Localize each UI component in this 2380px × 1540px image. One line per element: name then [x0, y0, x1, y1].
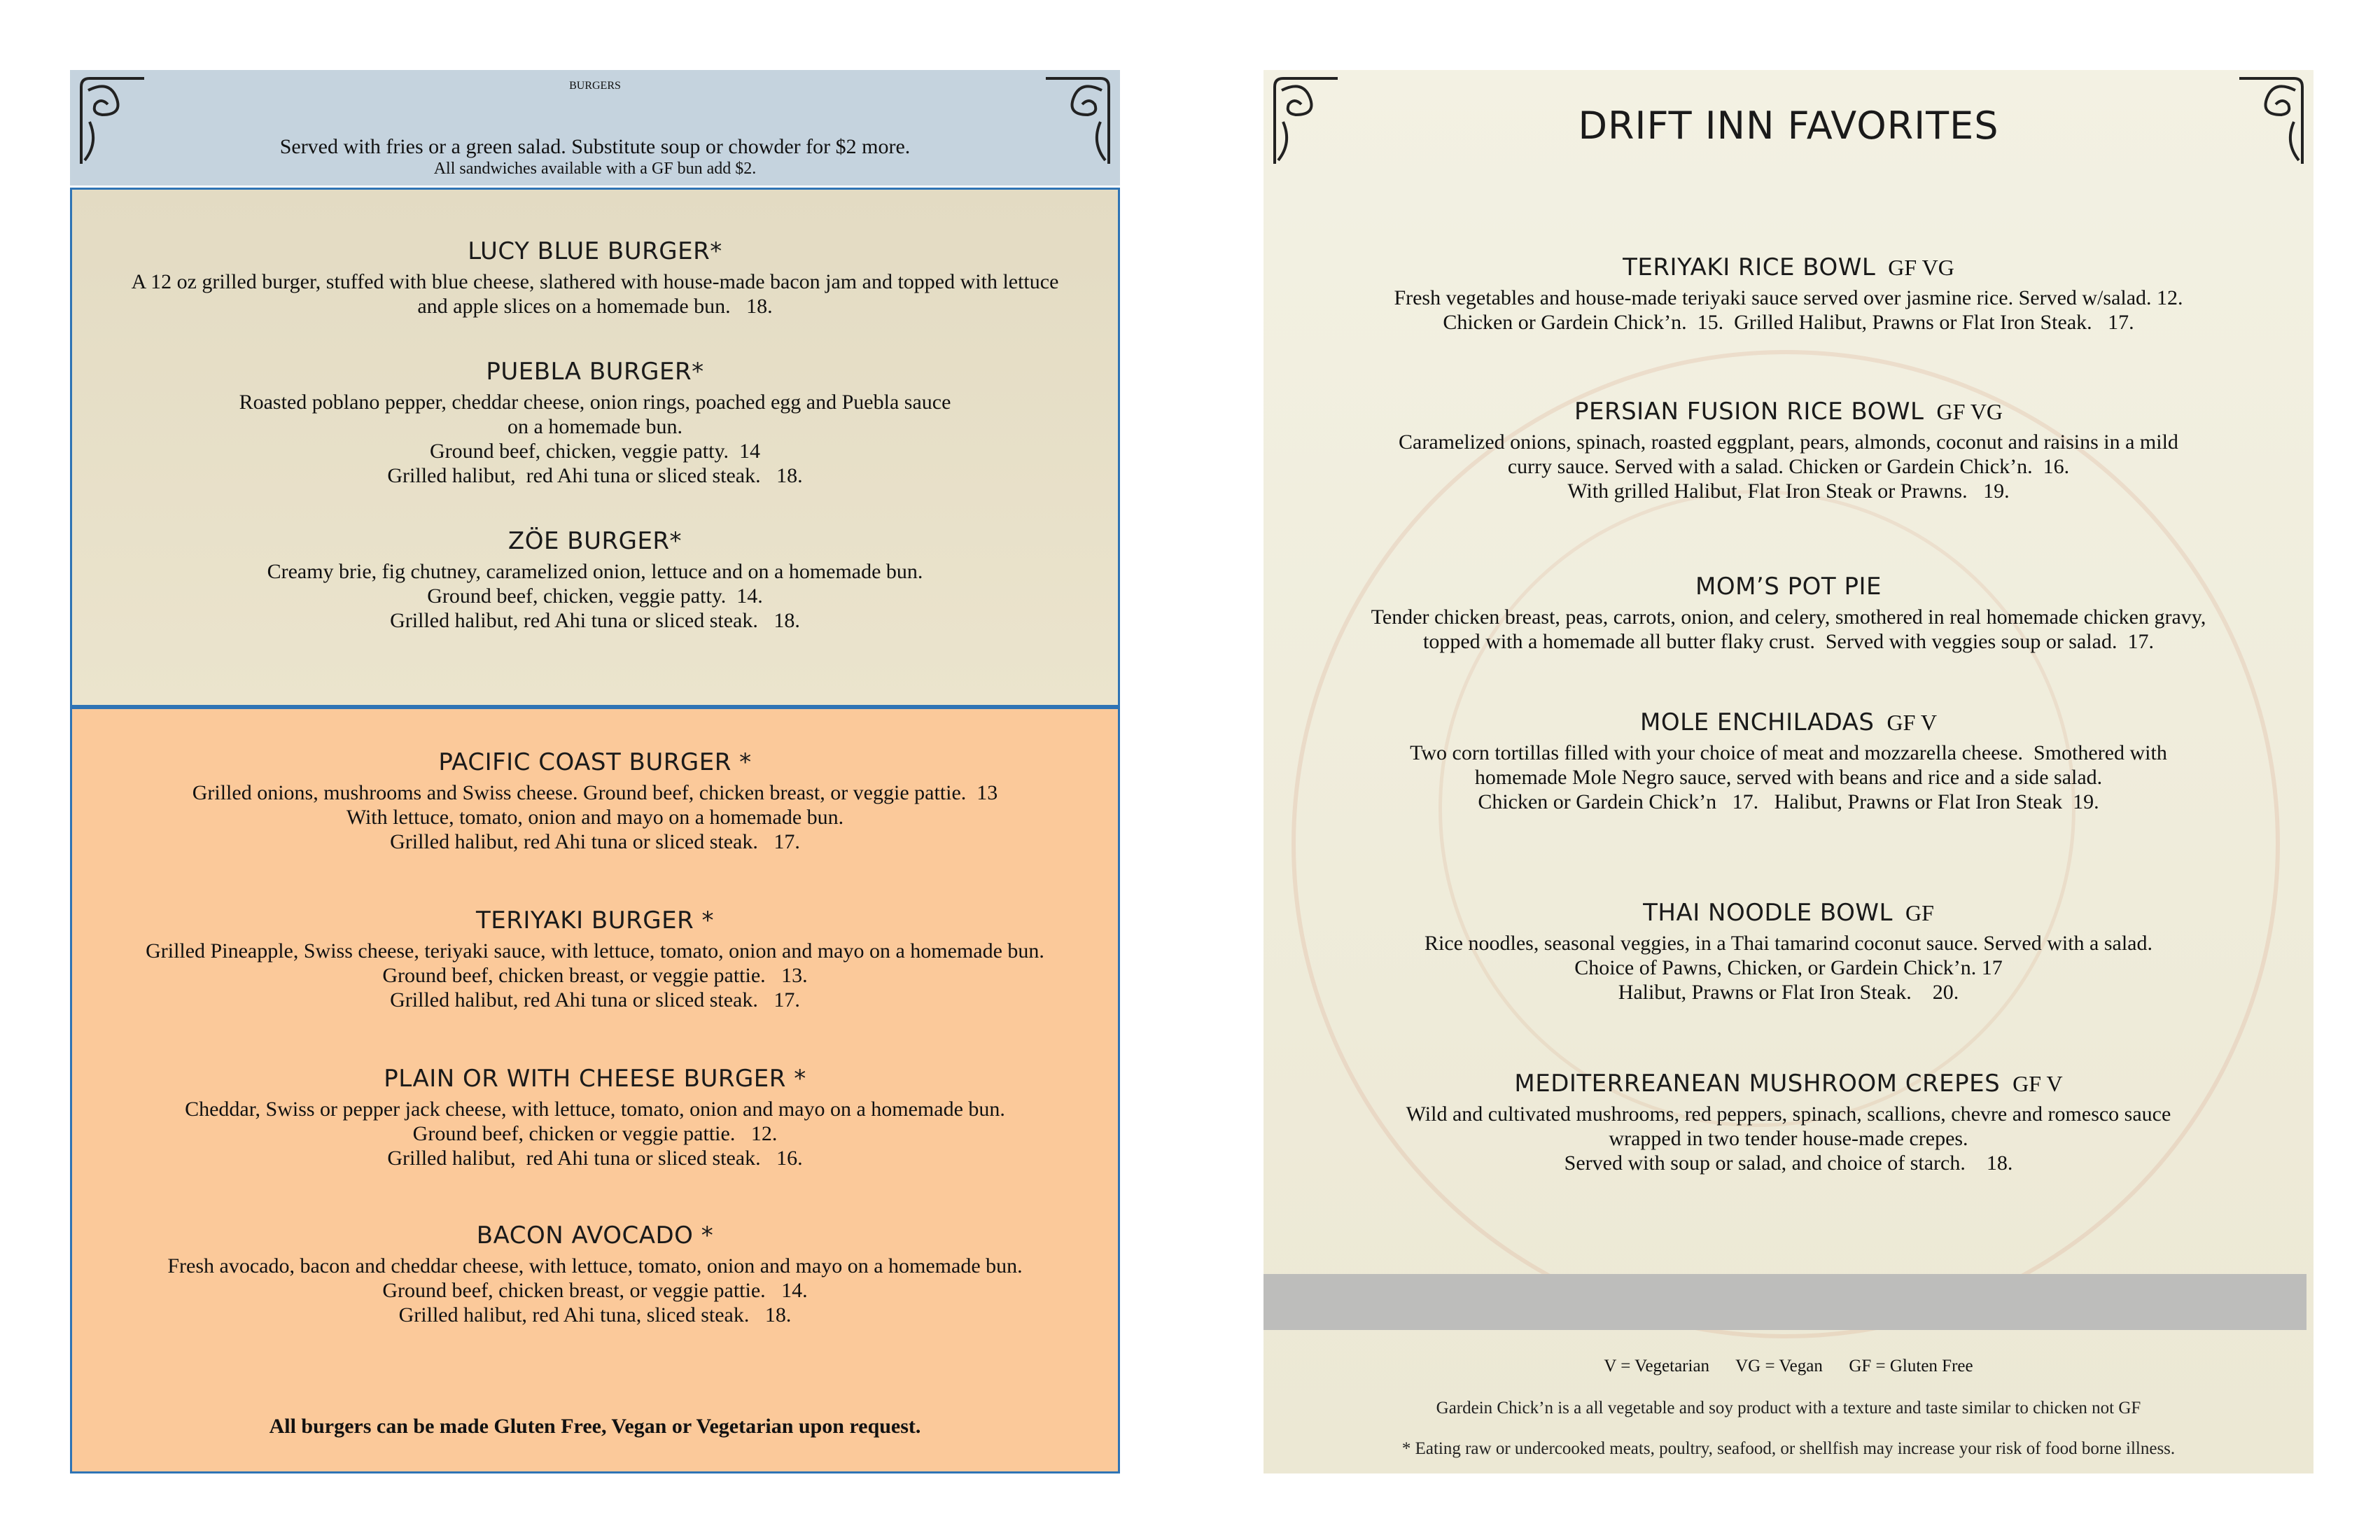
menu-item-heading — [1264, 573, 2314, 601]
favorites-panel — [1264, 70, 2314, 1474]
menu-item-name: MOLE ENCHILADAS — [1640, 708, 1875, 736]
menu-item-tags: GF V — [1886, 710, 1937, 735]
menu-item — [72, 358, 1118, 488]
menu-item — [1264, 398, 2314, 503]
menu-item-description: topped with a homemade all butter flaky crust. Served with veggies soup or salad. 17. — [1423, 630, 2154, 653]
gardein-note: Gardein Chick’n is a all vegetable and soy product with a texture and taste similar to chicken not GF — [1436, 1399, 2141, 1418]
menu-item-name: PACIFIC COAST BURGER * — [438, 748, 752, 776]
menu-item — [1264, 573, 2314, 654]
menu-item — [72, 906, 1118, 1012]
menu-item-heading — [1264, 1070, 2314, 1098]
menu-item-description: Rice noodles, seasonal veggies, in a Thai tamarind coconut sauce. Served with a salad. — [1424, 932, 2152, 955]
menu-item-tags: GF VG — [1936, 399, 2003, 424]
menu-item-name: TERIYAKI RICE BOWL — [1623, 253, 1876, 281]
menu-item-description: on a homemade bun. — [507, 415, 682, 438]
menu-item-description: Roasted poblano pepper, cheddar cheese, onion rings, poached egg and Puebla sauce — [239, 391, 951, 414]
menu-item-description: homemade Mole Negro sauce, served with beans and rice and a side salad. — [1474, 766, 2103, 789]
menu-item-description: Fresh vegetables and house-made teriyaki sauce served over jasmine rice. Served w/salad. 12. — [1394, 286, 2183, 309]
menu-item-description: Chicken or Gardein Chick’n 17. Halibut, Prawns or Flat Iron Steak 19. — [1478, 790, 2099, 813]
menu-item-name: BACON AVOCADO * — [476, 1222, 714, 1250]
menu-item-heading — [72, 237, 1118, 265]
menu-item-description: curry sauce. Served with a salad. Chicken or Gardein Chick’n. 16. — [1507, 455, 2070, 478]
menu-item-description: With lettuce, tomato, onion and mayo on a homemade bun. — [346, 806, 844, 829]
menu-item-name: MEDITERREANEAN MUSHROOM CREPES — [1514, 1070, 2001, 1098]
menu-item-name: LUCY BLUE BURGER* — [468, 237, 722, 265]
burgers-subnote: All sandwiches available with a GF bun add $2. — [433, 160, 757, 178]
menu-item-description: Two corn tortillas filled with your choice of meat and mozzarella cheese. Smothered with — [1410, 741, 2167, 764]
menu-item-description: Caramelized onions, spinach, roasted eggplant, pears, almonds, coconut and raisins in a mild — [1399, 430, 2178, 454]
menu-item-description: Grilled halibut, red Ahi tuna or sliced steak. 17. — [390, 830, 800, 853]
menu-item-heading — [72, 358, 1118, 386]
menu-item-heading — [72, 748, 1118, 776]
gray-bar — [1264, 1274, 2306, 1330]
menu-item-tags: GF — [1905, 900, 1934, 925]
menu-item-description: Ground beef, chicken or veggie pattie. 12. — [412, 1122, 778, 1145]
menu-item-name: THAI NOODLE BOWL — [1643, 899, 1893, 927]
menu-item-description: Creamy brie, fig chutney, caramelized onion, lettuce and on a homemade bun. — [267, 560, 923, 583]
menu-item — [72, 1222, 1118, 1327]
menu-item-tags: GF VG — [1888, 255, 1954, 280]
menu-item-description: Chicken or Gardein Chick’n. 15. Grilled Halibut, Prawns or Flat Iron Steak. 17. — [1443, 311, 2134, 334]
burgers-header — [70, 70, 1120, 186]
menu-item-description: Wild and cultivated mushrooms, red peppers, spinach, scallions, chevre and romesco sauce — [1406, 1102, 2171, 1126]
menu-item — [72, 237, 1118, 318]
menu-item-description: Ground beef, chicken, veggie patty. 14 — [429, 440, 761, 463]
menu-item-description: With grilled Halibut, Flat Iron Steak or Prawns. 19. — [1567, 479, 2010, 503]
menu-item-heading — [1264, 899, 2314, 927]
menu-item-name: PERSIAN FUSION RICE BOWL — [1574, 398, 1924, 426]
menu-item-description: Grilled halibut, red Ahi tuna or sliced steak. 18. — [387, 464, 803, 487]
menu-item-tags: GF V — [2012, 1071, 2063, 1096]
menu-item-description: Grilled onions, mushrooms and Swiss cheese. Ground beef, chicken breast, or veggie pattie. 13 — [192, 781, 998, 804]
menu-item — [1264, 708, 2314, 814]
menu-item-heading — [1264, 708, 2314, 736]
menu-item-name: ZÖE BURGER* — [507, 527, 682, 555]
menu-item-description: Grilled Pineapple, Swiss cheese, teriyaki sauce, with lettuce, tomato, onion and mayo on a homemade bun. — [146, 939, 1044, 962]
menu-item-description: Grilled halibut, red Ahi tuna or sliced steak. 18. — [390, 609, 800, 632]
menu-item-description: Ground beef, chicken, veggie patty. 14. — [427, 584, 763, 608]
menu-item-description: Choice of Pawns, Chicken, or Gardein Chick’n. 17 — [1574, 956, 2003, 979]
menu-item-heading — [72, 1065, 1118, 1093]
favorites-title: DRIFT INN FAVORITES — [1578, 104, 1999, 148]
dietary-legend: V = Vegetarian VG = Vegan GF = Gluten Free — [1604, 1357, 1973, 1376]
burgers-title: BURGERS — [569, 80, 621, 92]
burgers-bottom-section — [70, 707, 1120, 1474]
menu-item-heading — [72, 906, 1118, 934]
menu-item-description: Ground beef, chicken breast, or veggie pattie. 14. — [382, 1279, 808, 1302]
menu-item — [72, 748, 1118, 854]
menu-item — [1264, 899, 2314, 1004]
menu-item-description: Cheddar, Swiss or pepper jack cheese, with lettuce, tomato, onion and mayo on a homemade bun. — [185, 1098, 1005, 1121]
menu-item-description: and apple slices on a homemade bun. 18. — [417, 295, 773, 318]
menu-item — [72, 527, 1118, 633]
menu-item-heading — [72, 1222, 1118, 1250]
menu-item-name: PLAIN OR WITH CHEESE BURGER * — [384, 1065, 806, 1093]
menu-item-description: A 12 oz grilled burger, stuffed with blue cheese, slathered with house-made bacon jam and topped with lettuce — [131, 270, 1059, 293]
menu-item — [1264, 1070, 2314, 1175]
burgers-subtitle: Served with fries or a green salad. Substitute soup or chowder for $2 more. — [279, 135, 911, 158]
raw-food-warning: * Eating raw or undercooked meats, poultry, seafood, or shellfish may increase your risk of food borne illness. — [1401, 1439, 2176, 1458]
menu-item-name: PUEBLA BURGER* — [486, 358, 704, 386]
menu-item-name: TERIYAKI BURGER * — [475, 906, 715, 934]
burgers-top-section — [70, 188, 1120, 707]
menu-item-description: Grilled halibut, red Ahi tuna or sliced steak. 16. — [387, 1147, 803, 1170]
menu-item-description: Fresh avocado, bacon and cheddar cheese, with lettuce, tomato, onion and mayo on a homemade bun. — [167, 1254, 1023, 1278]
menu-item-description: Grilled halibut, red Ahi tuna or sliced steak. 17. — [390, 988, 800, 1011]
menu-item-name: MOM’S POT PIE — [1695, 573, 1882, 601]
menu-item-heading — [1264, 253, 2314, 281]
menu-item-description: Tender chicken breast, peas, carrots, onion, and celery, smothered in real homemade chicken gravy, — [1371, 606, 2206, 629]
menu-item-description: wrapped in two tender house-made crepes. — [1609, 1127, 1968, 1150]
menu-item-heading — [72, 527, 1118, 555]
menu-item — [1264, 253, 2314, 335]
menu-item-heading — [1264, 398, 2314, 426]
menu-item-description: Ground beef, chicken breast, or veggie pattie. 13. — [382, 964, 808, 987]
menu-item-description: Served with soup or salad, and choice of starch. 18. — [1564, 1152, 2013, 1175]
menu-item-description: Halibut, Prawns or Flat Iron Steak. 20. — [1618, 981, 1959, 1004]
burgers-footnote: All burgers can be made Gluten Free, Vegan or Vegetarian upon request. — [269, 1415, 921, 1438]
menu-item-description: Grilled halibut, red Ahi tuna, sliced steak. 18. — [398, 1303, 792, 1326]
menu-item — [72, 1065, 1118, 1170]
